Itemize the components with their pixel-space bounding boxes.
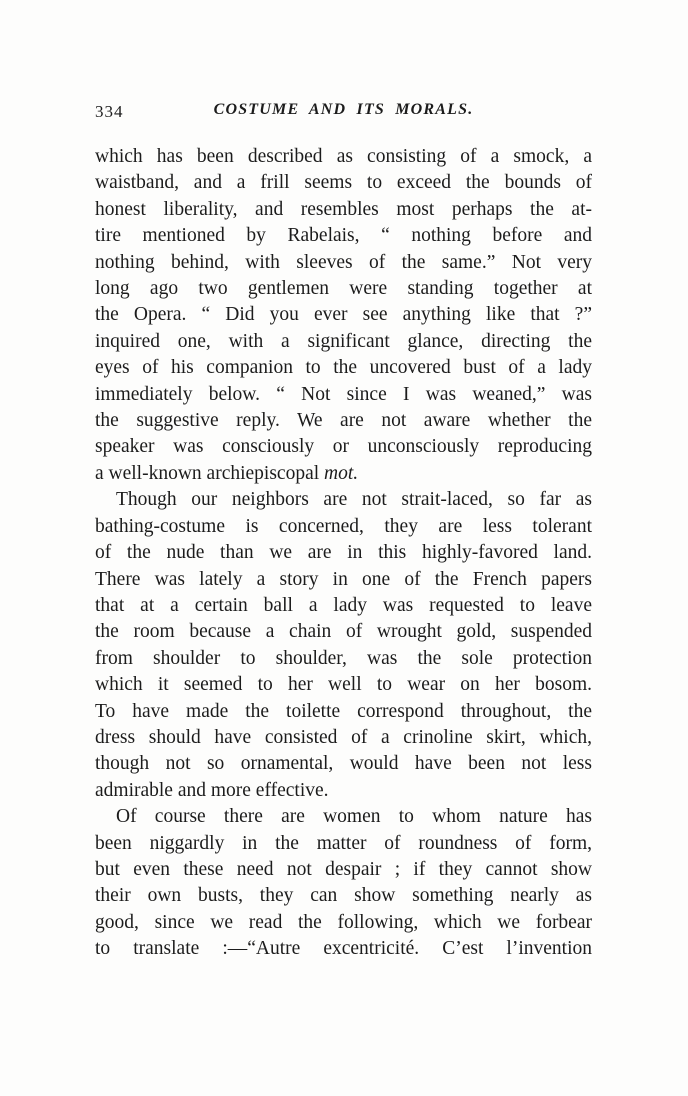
text-segment: Though our neighbors are not strait-laced, so far as (116, 489, 592, 511)
page-body (95, 144, 592, 963)
page-number: 334 (95, 102, 124, 121)
text-line (95, 408, 592, 434)
text-segment: been niggardly in the matter of roundness of form, (95, 832, 592, 854)
text-segment: to translate :—“Autre excentricité. C’est l’invention (95, 938, 592, 960)
text-segment: bathing-costume is concerned, they are less tolerant (95, 515, 592, 537)
text-line (95, 804, 592, 830)
text-line (95, 355, 592, 381)
text-line (95, 434, 592, 460)
paragraph (95, 144, 592, 487)
text-line (95, 778, 592, 804)
text-line (95, 329, 592, 355)
text-segment: waistband, and a frill seems to exceed the bounds of (95, 172, 592, 194)
text-line (95, 857, 592, 883)
running-title: COSTUME AND ITS MORALS. (213, 101, 474, 118)
page-header (95, 101, 592, 125)
text-segment: honest liberality, and resembles most perhaps the at- (95, 198, 592, 220)
text-segment: eyes of his companion to the uncovered bust of a lady (95, 357, 592, 379)
text-line (95, 699, 592, 725)
text-line (95, 461, 592, 487)
text-line (95, 540, 592, 566)
text-segment: which has been described as consisting of a smock, a (95, 146, 592, 167)
text-segment: Of course there are women to whom nature has (116, 806, 592, 828)
text-line (95, 910, 592, 936)
text-line (95, 302, 592, 328)
text-line (95, 567, 592, 593)
text-segment: admirable and more effective. (95, 779, 329, 801)
paragraph (95, 487, 592, 804)
text-segment: speaker was consciously or unconsciously reproducing (95, 436, 592, 458)
text-segment: To have made the toilette correspond throughout, the (95, 700, 592, 722)
text-line (95, 831, 592, 857)
text-segment: tire mentioned by Rabelais, “ nothing before and (95, 225, 592, 247)
text-line (95, 276, 592, 302)
text-line (95, 514, 592, 540)
text-segment: their own busts, they can show something nearly as (95, 885, 592, 907)
text-segment: from shoulder to shoulder, was the sole protection (95, 647, 592, 669)
text-segment: though not so ornamental, would have been not less (95, 753, 592, 775)
text-line (95, 197, 592, 223)
text-segment: inquired one, with a significant glance, directing the (95, 330, 592, 352)
text-line (95, 751, 592, 777)
text-line (95, 725, 592, 751)
text-line (95, 487, 592, 513)
text-segment: a well-known archiepiscopal (95, 462, 325, 484)
text-line (95, 144, 592, 170)
text-line (95, 170, 592, 196)
text-line (95, 250, 592, 276)
text-segment: good, since we read the following, which we forbear (95, 911, 592, 933)
text-segment: mot. (324, 462, 359, 484)
text-line (95, 936, 592, 962)
text-line (95, 883, 592, 909)
text-segment: which it seemed to her well to wear on her bosom. (95, 674, 592, 696)
text-segment: dress should have consisted of a crinoline skirt, which, (95, 726, 592, 748)
text-segment: the suggestive reply. We are not aware whether the (95, 410, 592, 432)
text-line (95, 382, 592, 408)
text-segment: of the nude than we are in this highly-favored land. (95, 542, 592, 564)
text-segment: that at a certain ball a lady was requested to leave (95, 594, 592, 616)
text-segment: immediately below. “ Not since I was weaned,” was (95, 383, 592, 405)
text-segment: but even these need not despair ; if they cannot show (95, 858, 592, 880)
text-line (95, 646, 592, 672)
text-segment: There was lately a story in one of the French papers (95, 568, 592, 590)
text-line (95, 619, 592, 645)
paragraph (95, 804, 592, 962)
text-segment: long ago two gentlemen were standing together at (95, 278, 592, 300)
text-line (95, 593, 592, 619)
text-line (95, 672, 592, 698)
text-segment: the room because a chain of wrought gold, suspended (95, 621, 592, 643)
text-segment: nothing behind, with sleeves of the same.” Not very (95, 251, 592, 273)
text-segment: the Opera. “ Did you ever see anything like that ?” (95, 304, 592, 326)
text-line (95, 223, 592, 249)
